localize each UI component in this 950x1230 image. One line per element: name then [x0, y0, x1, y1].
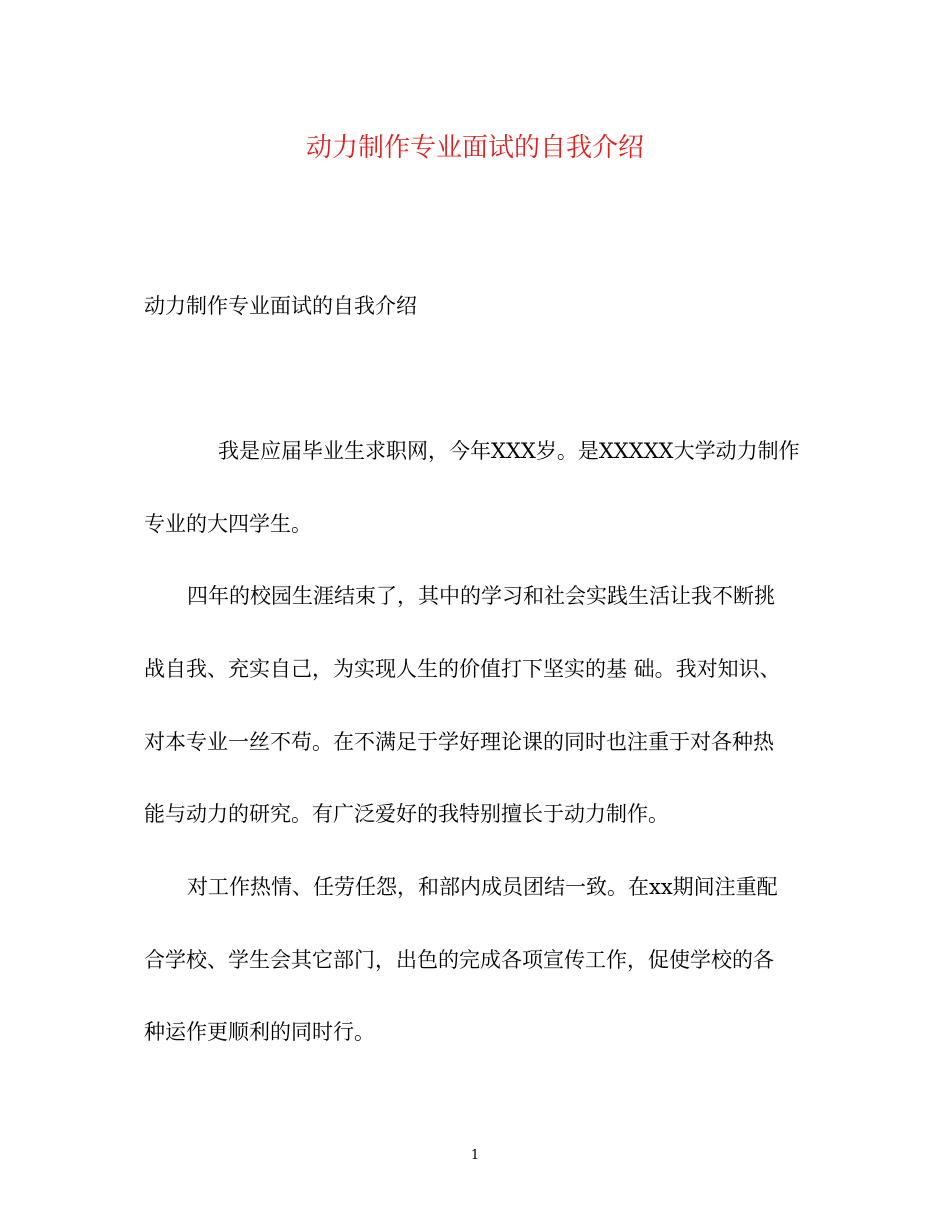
paragraph-1-line-2: 专业的大四学生。 [144, 512, 312, 536]
paragraph-2-line-4: 能与动力的研究。有广泛爱好的我特别擅长于动力制作。 [144, 802, 669, 826]
paragraph-3-line-3: 种运作更顺利的同时行。 [144, 1020, 375, 1044]
paragraph-3-line-1: 对工作热情、任劳任怨，和部内成员团结一致。在xx期间注重配 [187, 875, 778, 899]
paragraph-1-line-1: 我是应届毕业生求职网，今年XXX岁。是XXXXX大学动力制作 [218, 439, 800, 463]
paragraph-3-line-2: 合学校、学生会其它部门，出色的完成各项宣传工作，促使学校的各 [144, 948, 774, 972]
document-subtitle: 动力制作专业面试的自我介绍 [144, 294, 417, 318]
page-number: 1 [470, 1148, 480, 1163]
paragraph-2-line-1: 四年的校园生涯结束了，其中的学习和社会实践生活让我不断挑 [187, 584, 775, 608]
document-title: 动力制作专业面试的自我介绍 [305, 133, 644, 163]
paragraph-2-line-2: 战自我、充实自己，为实现人生的价值打下坚实的基 础。我对知识、 [144, 657, 781, 681]
paragraph-2-line-3: 对本专业一丝不苟。在不满足于学好理论课的同时也注重于对各种热 [144, 730, 774, 754]
